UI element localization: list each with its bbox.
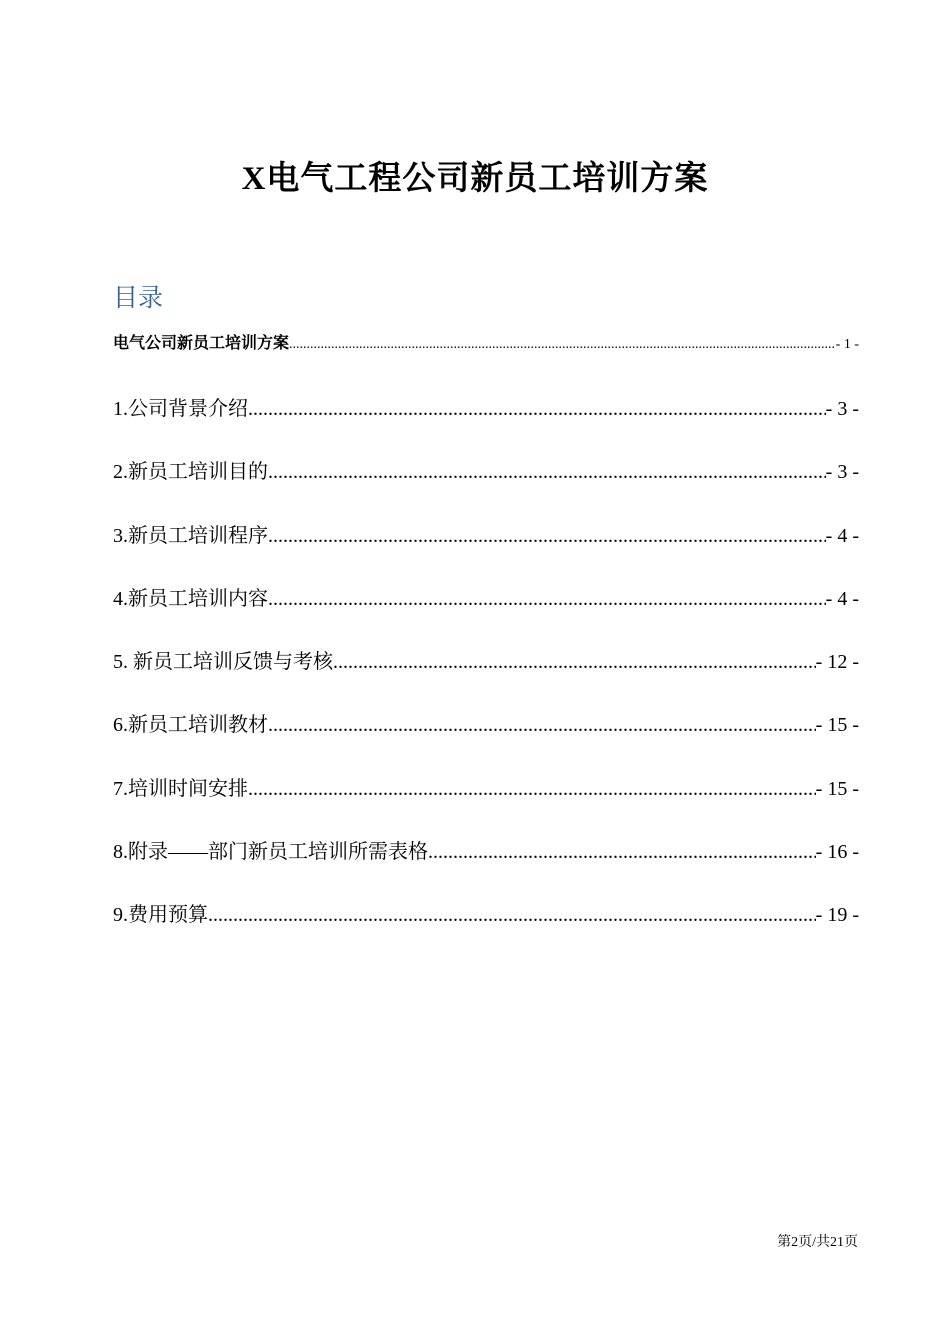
toc-leader-dots — [289, 337, 836, 353]
toc-leader-dots — [248, 398, 826, 421]
toc-entry-page[interactable]: - 15 - — [815, 777, 859, 800]
toc-entry-title[interactable]: 1.公司背景介绍 — [113, 398, 248, 420]
toc-entry-page[interactable]: - 16 - — [815, 841, 859, 864]
toc-entry-page[interactable]: - 4 - — [825, 524, 859, 547]
document-title: X电气工程公司新员工培训方案 — [241, 161, 709, 197]
toc-entry-page[interactable]: - 1 - — [835, 337, 859, 352]
toc-leader-dots — [268, 588, 826, 611]
toc-entry[interactable] — [113, 582, 859, 645]
toc-entry-title[interactable]: 9.费用预算 — [113, 904, 208, 927]
toc-entry[interactable] — [113, 708, 859, 771]
toc-spacer — [113, 376, 859, 392]
toc-entry-page[interactable]: - 19 - — [815, 904, 859, 927]
toc-leader-dots — [268, 461, 826, 484]
toc-entry[interactable] — [113, 392, 859, 455]
toc-leader-dots — [268, 714, 816, 737]
page-number-footer: 第2页/共21页 — [777, 1235, 858, 1250]
toc-entry-page[interactable]: - 4 - — [825, 587, 859, 610]
toc-leader-dots — [248, 778, 816, 801]
toc-entry[interactable] — [113, 772, 859, 835]
toc-entry[interactable] — [113, 455, 859, 518]
toc-entry-page[interactable]: - 3 - — [825, 398, 859, 420]
toc-entry-title[interactable]: 5. 新员工培训反馈与考核 — [113, 651, 333, 674]
toc-entry-page[interactable]: - 15 - — [815, 714, 859, 737]
table-of-contents — [113, 330, 859, 962]
toc-entry[interactable] — [113, 519, 859, 582]
toc-entry-title[interactable]: 3.新员工培训程序 — [113, 524, 268, 547]
toc-entry-title[interactable]: 7.培训时间安排 — [113, 777, 248, 800]
toc-leader-dots — [208, 904, 816, 927]
toc-leader-dots — [333, 651, 816, 674]
toc-entry[interactable] — [113, 645, 859, 708]
toc-entry[interactable] — [113, 898, 859, 961]
toc-leader-dots — [268, 525, 826, 548]
toc-entry-title[interactable]: 电气公司新员工培训方案 — [113, 333, 290, 352]
toc-entry-page[interactable]: - 12 - — [815, 651, 859, 674]
toc-entry[interactable] — [113, 835, 859, 898]
toc-leader-dots — [428, 841, 816, 864]
toc-entry-title[interactable]: 2.新员工培训目的 — [113, 461, 268, 484]
toc-entry[interactable] — [113, 330, 859, 376]
toc-entry-title[interactable]: 6.新员工培训教材 — [113, 714, 268, 737]
toc-entry-page[interactable]: - 3 - — [825, 461, 859, 484]
toc-heading: 目录 — [113, 283, 164, 312]
toc-entry-title[interactable]: 4.新员工培训内容 — [113, 587, 268, 610]
toc-entry-title[interactable]: 8.附录——部门新员工培训所需表格 — [113, 841, 428, 864]
